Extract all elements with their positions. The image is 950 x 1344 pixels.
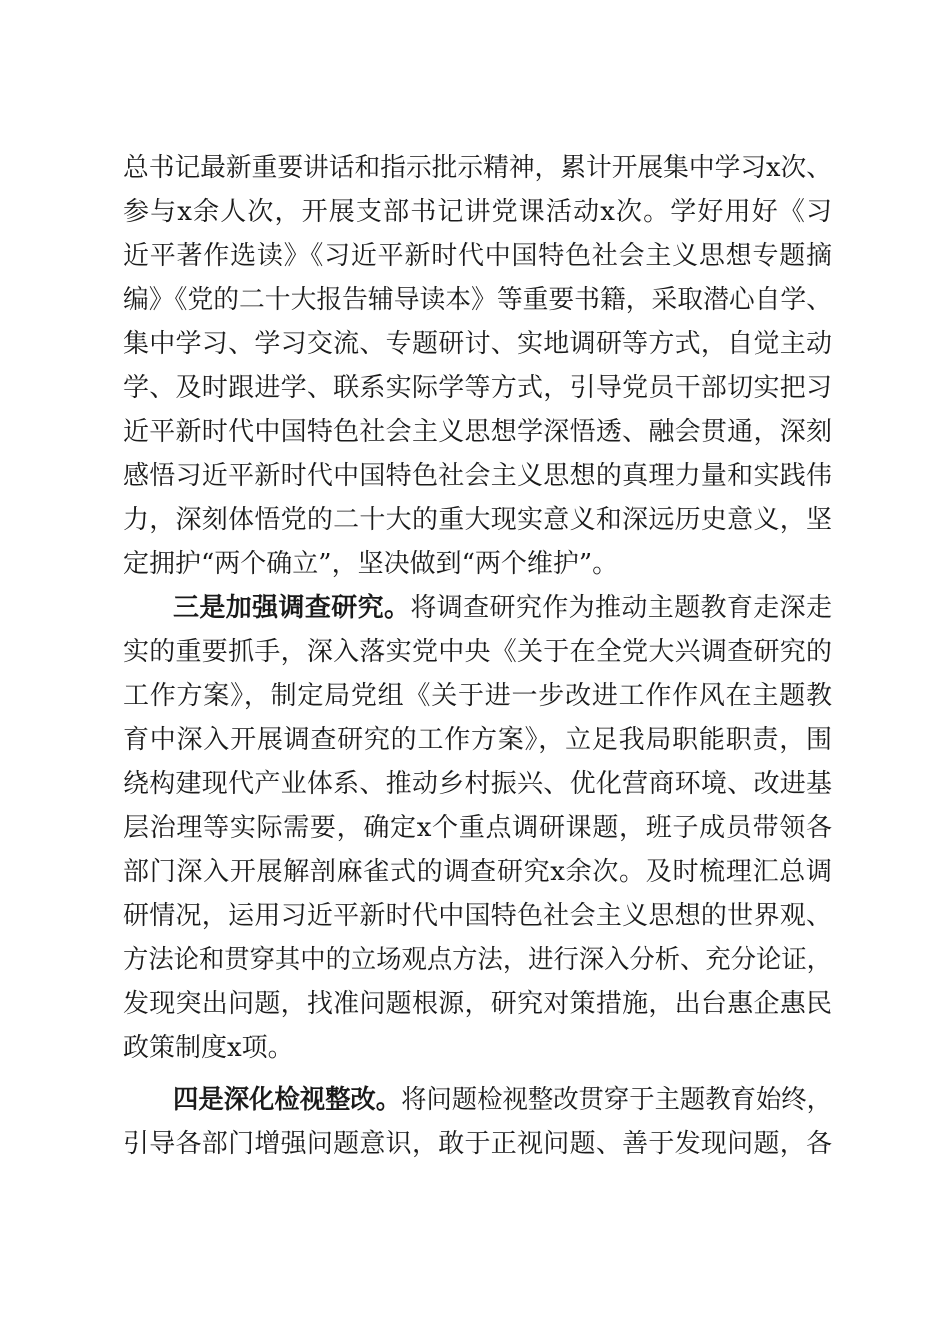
paragraph-line: 层治理等实际需要，确定x个重点调研课题，班子成员带领各 xyxy=(123,813,833,843)
paragraph-text: 将调查研究作为推动主题教育走深走 xyxy=(410,593,833,623)
paragraph-line: 感悟习近平新时代中国特色社会主义思想的真理力量和实践伟 xyxy=(123,461,833,491)
paragraph-first-line xyxy=(0,1078,950,1122)
paragraph-text: 将问题检视整改贯穿于主题教育始终， xyxy=(401,1085,832,1115)
paragraph-line: 实的重要抓手，深入落实党中央《关于在全党大兴调查研究的 xyxy=(123,637,833,667)
paragraph-line: 编》《党的二十大报告辅导读本》等重要书籍，采取潜心自学、 xyxy=(123,285,832,315)
paragraph-line: 发现突出问题，找准问题根源，研究对策措施，出台惠企惠民 xyxy=(123,989,833,1019)
paragraph-line: 研情况，运用习近平新时代中国特色社会主义思想的世界观、 xyxy=(123,901,833,931)
paragraph-line: 总书记最新重要讲话和指示批示精神，累计开展集中学习x次、 xyxy=(123,153,832,183)
paragraph-line: 政策制度x项。 xyxy=(123,1033,294,1063)
paragraph-line: 近平新时代中国特色社会主义思想学深悟透、融会贯通，深刻 xyxy=(123,417,833,447)
paragraph-line: 部门深入开展解剖麻雀式的调查研究x余次。及时梳理汇总调 xyxy=(123,857,833,887)
paragraph-heading: 四是深化检视整改。 xyxy=(173,1085,402,1115)
paragraph-line: 工作方案》，制定局党组《关于进一步改进工作作风在主题教 xyxy=(123,681,833,711)
paragraph-line: 力，深刻体悟党的二十大的重大现实意义和深远历史意义，坚 xyxy=(123,505,833,535)
paragraph-line: 引导各部门增强问题意识，敢于正视问题、善于发现问题，各 xyxy=(123,1129,833,1159)
paragraph-line: 方法论和贯穿其中的立场观点方法，进行深入分析、充分论证， xyxy=(123,945,832,975)
paragraph-line: 学、及时跟进学、联系实际学等方式，引导党员干部切实把习 xyxy=(123,373,833,403)
paragraph-heading: 三是加强调查研究。 xyxy=(173,593,411,623)
paragraph-first-line xyxy=(0,586,950,630)
paragraph-line: 定拥护“两个确立”，坚决做到“两个维护”。 xyxy=(123,549,619,579)
paragraph-line: 集中学习、学习交流、专题研讨、实地调研等方式，自觉主动 xyxy=(123,329,833,359)
paragraph-line: 绕构建现代产业体系、推动乡村振兴、优化营商环境、改进基 xyxy=(123,769,833,799)
paragraph-line: 参与x余人次，开展支部书记讲党课活动x次。学好用好《习 xyxy=(123,197,834,227)
paragraph-line: 近平著作选读》《习近平新时代中国特色社会主义思想专题摘 xyxy=(123,241,833,271)
paragraph-line: 育中深入开展调查研究的工作方案》，立足我局职能职责，围 xyxy=(123,725,833,755)
